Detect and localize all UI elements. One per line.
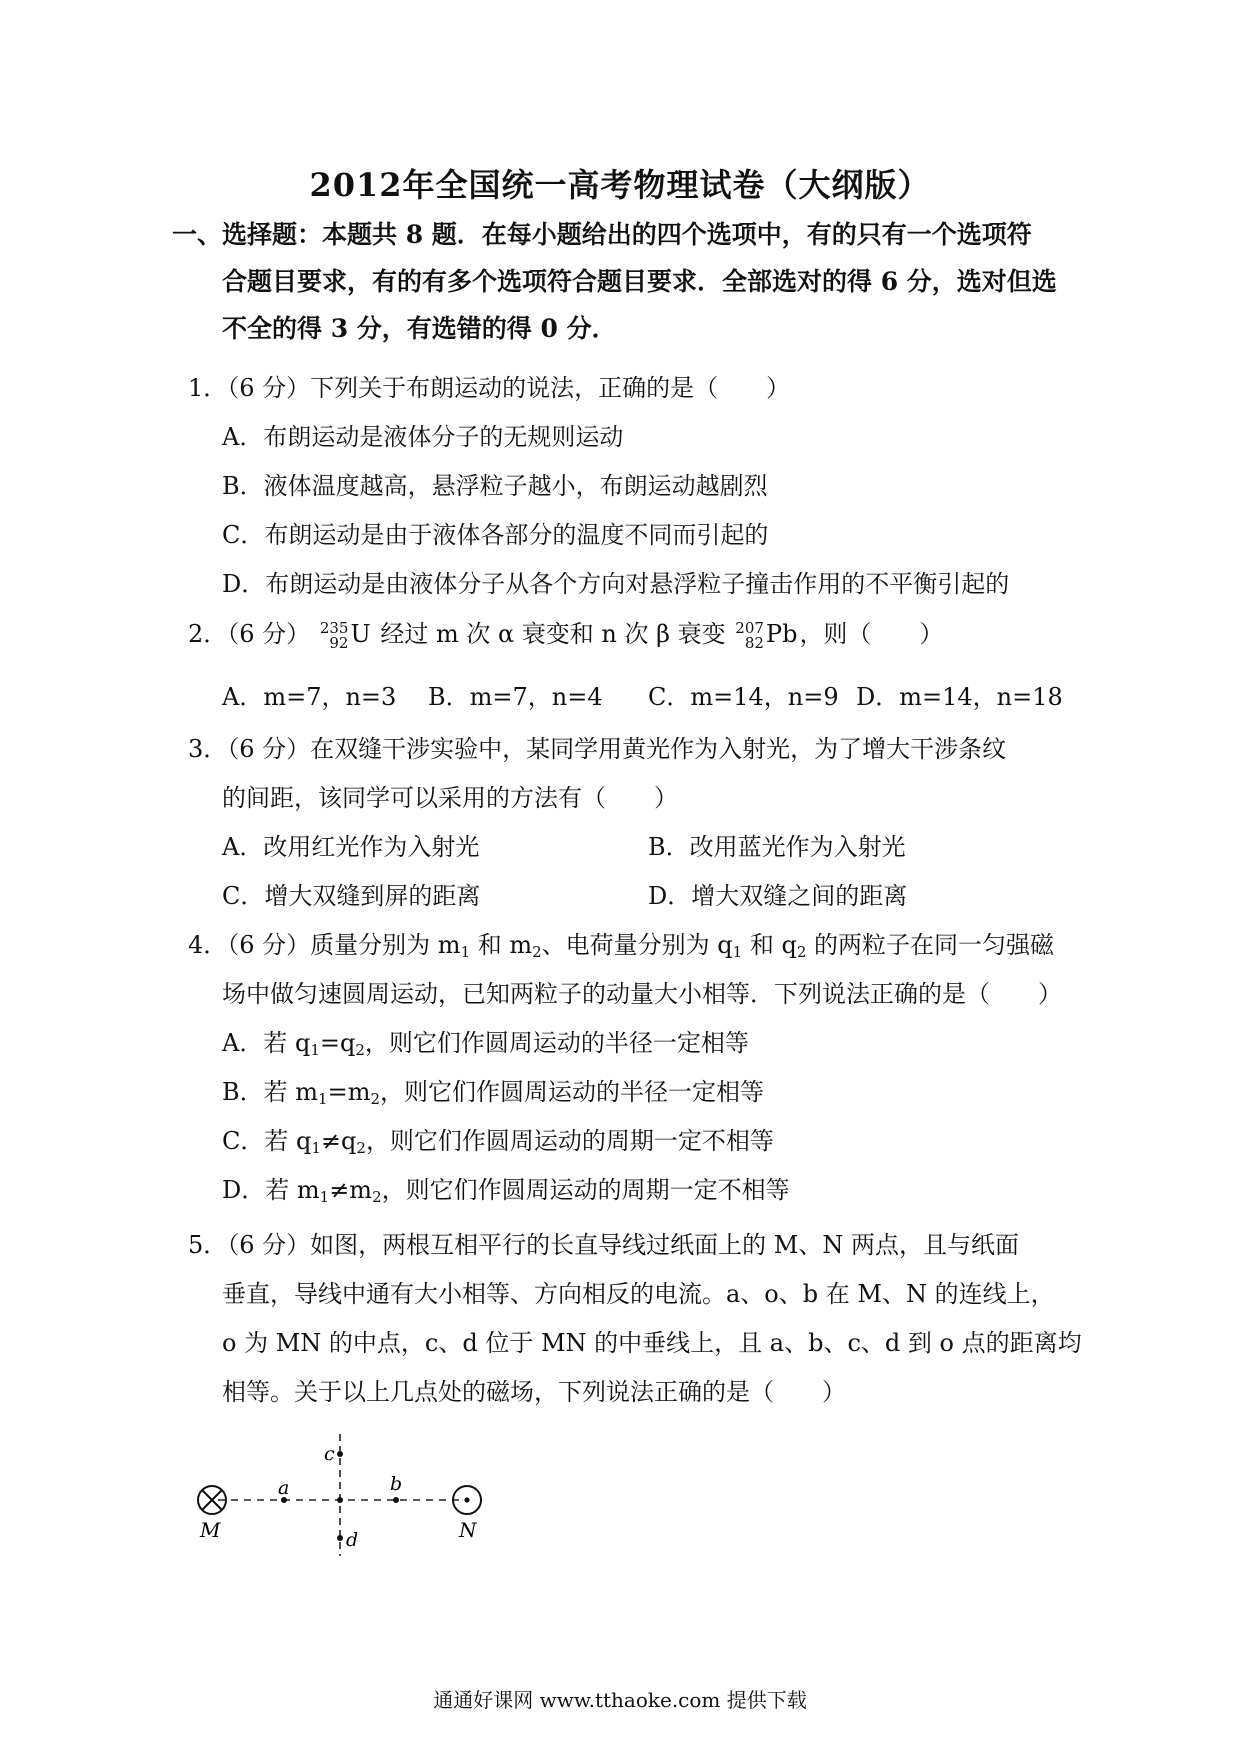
label-b: b xyxy=(390,1473,403,1495)
q4a-sub-1: 1 xyxy=(310,1041,320,1059)
question-4-option-b xyxy=(222,1072,764,1108)
question-3-option-c: C．增大双缝到屏的距离 xyxy=(222,882,481,910)
question-3-option-a: A．改用红光作为入射光 xyxy=(222,833,480,861)
point-o xyxy=(337,1497,343,1503)
uranium-nuclide xyxy=(320,620,371,651)
q4d-text-b: ≠m xyxy=(329,1176,373,1204)
label-n: N xyxy=(459,1518,477,1542)
q4b-text-b: =m xyxy=(327,1078,371,1106)
label-c: c xyxy=(324,1443,335,1465)
question-1-stem: 1．（6 分）下列关于布朗运动的说法，正确的是（ ） xyxy=(188,374,791,402)
question-2-prefix: 2．（6 分） xyxy=(188,620,311,648)
question-2-option-a: A．m=7，n=3 xyxy=(222,683,397,711)
q4-sub-m2: 2 xyxy=(532,943,542,961)
point-b xyxy=(393,1497,399,1503)
question-4-stem-line-1 xyxy=(188,925,1054,961)
label-m: M xyxy=(200,1518,221,1542)
question-5-stem-line-3: o 为 MN 的中点，c、d 位于 MN 的中垂线上，且 a、b、c、d 到 o 点的距离均 xyxy=(222,1329,1082,1357)
question-1-option-a: A．布朗运动是液体分子的无规则运动 xyxy=(222,423,624,451)
question-5-stem-line-2: 垂直，导线中通有大小相等、方向相反的电流。a、o、b 在 M、N 的连线上， xyxy=(222,1280,1055,1308)
lead-symbol: Pb xyxy=(765,620,798,649)
lead-nuclide xyxy=(735,620,797,651)
q4-sub-m1: 1 xyxy=(460,943,471,961)
section-instruction-line-1: 一、选择题：本题共 8 题．在每小题给出的四个选项中，有的只有一个选项符 xyxy=(172,220,1032,249)
q4-text-e: 的两粒子在同一匀强磁 xyxy=(806,931,1055,959)
q4a-sub-2: 2 xyxy=(355,1041,365,1059)
question-1-option-b: B．液体温度越高，悬浮粒子越小，布朗运动越剧烈 xyxy=(222,472,768,500)
q4-text-c: 、电荷量分别为 q xyxy=(541,931,733,959)
page-title: 2012年全国统一高考物理试卷（大纲版） xyxy=(309,166,931,204)
q4b-text-a: B．若 m xyxy=(222,1078,319,1106)
question-2-suffix: ，则（ ） xyxy=(799,620,944,648)
wire-magnetic-field-figure xyxy=(180,1420,520,1560)
question-4-option-d xyxy=(222,1170,790,1206)
q4d-text-c: ，则它们作圆周运动的周期一定不相等 xyxy=(381,1176,790,1204)
question-5-stem-line-4: 相等。关于以上几点处的磁场，下列说法正确的是（ ） xyxy=(222,1378,846,1406)
question-3-option-d: D．增大双缝之间的距离 xyxy=(648,882,908,910)
question-3-stem-line-2: 的间距，该同学可以采用的方法有（ ） xyxy=(222,784,678,812)
q4c-text-c: ，则它们作圆周运动的周期一定不相等 xyxy=(365,1127,774,1155)
point-c xyxy=(337,1451,343,1457)
question-2-middle: 经过 m 次 α 衰变和 n 次 β 衰变 xyxy=(372,620,734,648)
question-4-stem-line-2: 场中做匀速圆周运动，已知两粒子的动量大小相等．下列说法正确的是（ ） xyxy=(222,980,1062,1008)
question-4-option-c xyxy=(222,1121,774,1157)
q4-text-d: 和 q xyxy=(742,931,797,959)
question-3-stem-line-1: 3．（6 分）在双缝干涉实验中，某同学用黄光作为入射光，为了增大干涉条纹 xyxy=(188,735,1007,763)
q4c-text-a: C．若 q xyxy=(222,1127,312,1155)
q4-sub-q2: 2 xyxy=(796,943,807,961)
q4d-sub-1: 1 xyxy=(319,1188,330,1206)
point-d xyxy=(337,1535,343,1541)
q4c-sub-2: 2 xyxy=(356,1139,366,1157)
q4b-sub-1: 1 xyxy=(318,1090,328,1108)
q4d-text-a: D．若 m xyxy=(222,1176,320,1204)
question-1-option-c: C．布朗运动是由于液体各部分的温度不同而引起的 xyxy=(222,521,769,549)
question-2-option-d: D．m=14，n=18 xyxy=(856,683,1063,711)
q4a-text-b: =q xyxy=(319,1029,356,1057)
uranium-mass-number: 235 xyxy=(319,618,349,637)
lead-atomic-number: 82 xyxy=(744,633,764,652)
question-1-option-d: D．布朗运动是由液体分子从各个方向对悬浮粒子撞击作用的不平衡引起的 xyxy=(222,570,1010,598)
q4b-text-c: ，则它们作圆周运动的半径一定相等 xyxy=(380,1078,764,1106)
lead-mass-number: 207 xyxy=(735,618,764,637)
q4b-sub-2: 2 xyxy=(370,1090,380,1108)
q4-sub-q1: 1 xyxy=(732,943,743,961)
question-4-option-a xyxy=(222,1023,749,1059)
question-2-stem xyxy=(188,614,943,651)
q4d-sub-2: 2 xyxy=(372,1188,382,1206)
section-instruction-line-3: 不全的得 3 分，有选错的得 0 分． xyxy=(222,314,617,343)
q4-text-b: 和 m xyxy=(470,931,533,959)
uranium-atomic-number: 92 xyxy=(329,633,349,652)
question-2-option-b: B．m=7，n=4 xyxy=(428,683,603,711)
question-2-option-c: C．m=14，n=9 xyxy=(648,683,839,711)
question-5-stem-line-1: 5．（6 分）如图，两根互相平行的长直导线过纸面上的 M、N 两点，且与纸面 xyxy=(188,1231,1019,1259)
q4c-text-b: ≠q xyxy=(320,1127,357,1155)
page-footer: 通通好课网 www.tthaoke.com 提供下载 xyxy=(433,1688,807,1712)
label-d: d xyxy=(346,1529,359,1551)
uranium-symbol: U xyxy=(350,620,371,649)
q4c-sub-1: 1 xyxy=(311,1139,321,1157)
question-3-option-b: B．改用蓝光作为入射光 xyxy=(648,833,906,861)
q4a-text-a: A．若 q xyxy=(222,1029,311,1057)
label-a: a xyxy=(278,1477,290,1499)
q4a-text-c: ，则它们作圆周运动的半径一定相等 xyxy=(364,1029,749,1057)
q4-text-a: 4．（6 分）质量分别为 m xyxy=(188,931,461,959)
section-instruction-line-2: 合题目要求，有的有多个选项符合题目要求．全部选对的得 6 分，选对但选 xyxy=(222,267,1057,296)
